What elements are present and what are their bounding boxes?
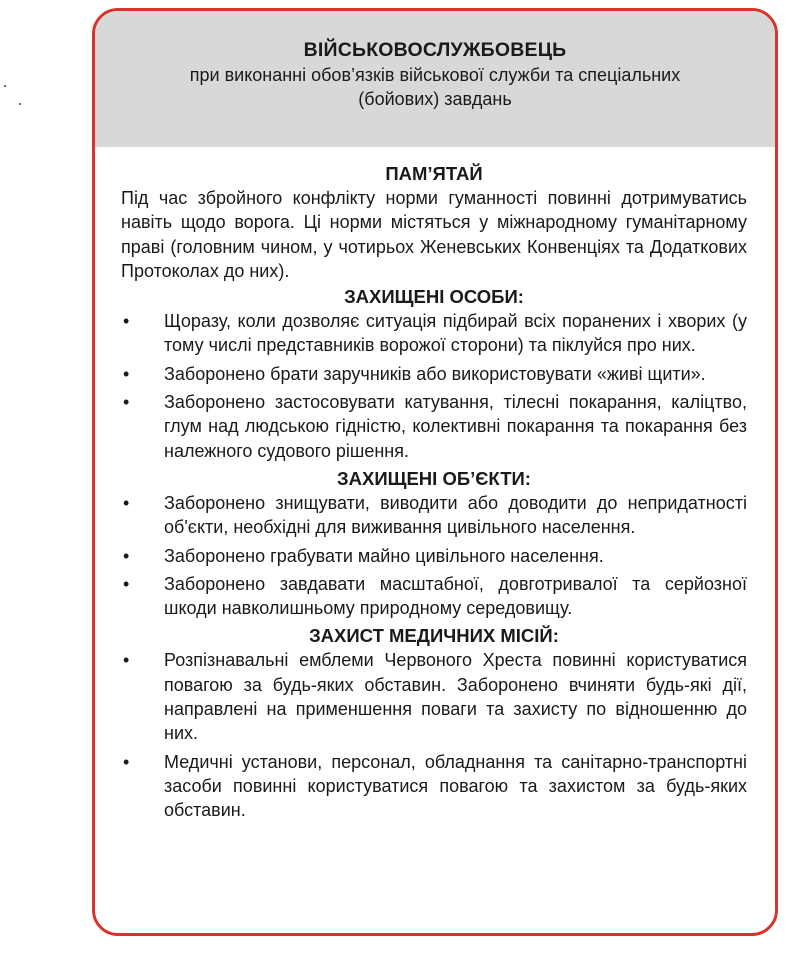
list-item — [121, 362, 747, 386]
header-subtitle-line2: (бойових) завдань — [358, 89, 512, 109]
list-item-text: Заборонено брати заручників або використовувати «живі щити». — [164, 363, 706, 384]
list-item — [121, 491, 747, 540]
remember-text: Під час збройного конфлікту норми гуманності повинні дотримуватись навіть щодо ворога. Ці норми містяться у міжнародному гуманітарному праві (головним чином, у чотирьох Женевських Конвенціях та Додаткових Протоколах до них). — [121, 188, 747, 281]
header-title: ВІЙСЬКОВОСЛУЖБОВЕЦЬ — [303, 39, 567, 61]
list-item-text: Заборонено завдавати масштабної, довготривалої та серйозної шкоди навколишньому природному середовищу. — [164, 573, 747, 619]
list-item — [121, 648, 747, 745]
list-item — [121, 750, 747, 823]
header-subtitle-line1: при виконанні обов’язків військової служби та спеціальних — [189, 65, 681, 85]
section-title-protected-objects: ЗАХИЩЕНІ ОБ’ЄКТИ: — [337, 467, 531, 489]
list-item-text: Заборонено знищувати, виводити або доводити до непридатності об'єкти, необхідні для виживання цивільного населення. — [164, 492, 747, 538]
protected-objects-list — [121, 491, 747, 620]
list-item-text: Медичні установи, персонал, обладнання та санітарно-транспортні засоби повинні користуватися повагою та захистом за будь-яких обставин. — [164, 751, 747, 821]
stray-dot — [19, 103, 21, 105]
bullet-icon: • — [123, 392, 130, 413]
protected-persons-list — [121, 309, 747, 463]
card-header — [95, 11, 775, 147]
memo-card — [92, 8, 778, 936]
stray-dot — [4, 85, 6, 87]
list-item-text: Заборонено грабувати майно цивільного населення. — [164, 545, 604, 566]
list-item — [121, 544, 747, 568]
list-item — [121, 572, 747, 621]
list-item — [121, 309, 747, 358]
medical-missions-list — [121, 648, 747, 822]
bullet-icon: • — [123, 545, 130, 566]
list-item-text: Заборонено застосовувати катування, тілесні покарання, каліцтво, глум над людською гідністю, колективні покарання та покарання без належного судового рішення. — [164, 392, 747, 461]
bullet-icon: • — [123, 492, 130, 513]
bullet-icon: • — [123, 363, 130, 384]
list-item-text: Щоразу, коли дозволяє ситуація підбирай всіх поранених і хворих (у тому числі представників ворожої сторони) та піклуйся про них. — [164, 311, 747, 356]
bullet-icon: • — [123, 573, 130, 594]
bullet-icon: • — [123, 650, 130, 671]
card-body — [95, 147, 775, 823]
list-item — [121, 390, 747, 463]
section-title-protected-persons: ЗАХИЩЕНІ ОСОБИ: — [344, 286, 524, 308]
section-title-medical-missions: ЗАХИСТ МЕДИЧНИХ МІСІЙ: — [309, 625, 559, 647]
list-item-text: Розпізнавальні емблеми Червоного Хреста повинні користуватися повагою за будь-яких обставин. Заборонено вчиняти будь-які дії, направлені на применшення поваги та захисту по відношенню до них. — [164, 650, 747, 744]
bullet-icon: • — [123, 311, 130, 332]
remember-title: ПАМ’ЯТАЙ — [385, 163, 483, 184]
bullet-icon: • — [123, 751, 130, 772]
